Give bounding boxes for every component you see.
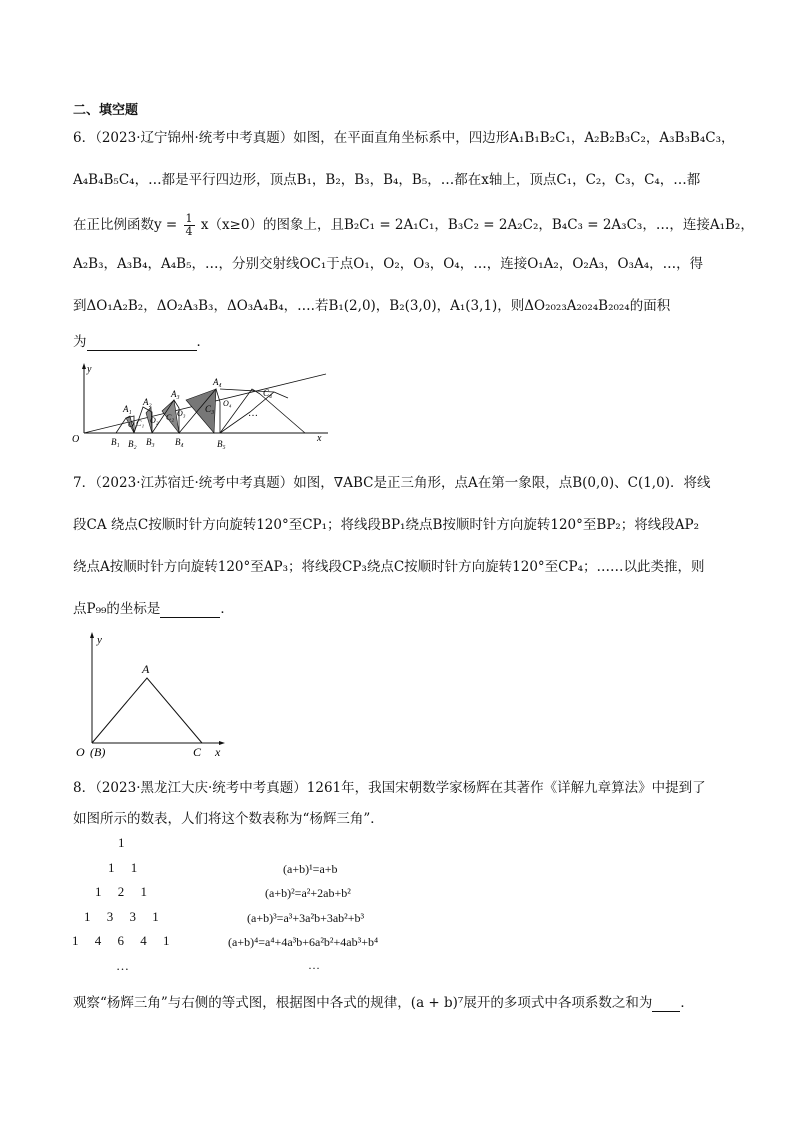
q6-label-B1: B₁ (111, 437, 120, 447)
q6-y-label: y (87, 364, 92, 375)
q6-answer-blank[interactable] (87, 336, 197, 351)
triangle-row-3: 1 2 1 (95, 884, 147, 899)
q7-answer-end: ． (220, 601, 234, 617)
q7-line-4 (73, 600, 234, 618)
q8-answer-prefix: 观察“杨辉三角”与右侧的等式图，根据图中各式的规律，(a + b)⁷展开的多项式中各项系数之和为 (73, 995, 653, 1011)
q6-label-B5: B₅ (217, 439, 226, 449)
q6-label-A2: A₂ (143, 397, 152, 407)
equation-ellipsis: … (308, 958, 320, 972)
q6-label-O4: O₄ (223, 399, 232, 408)
q6-line-2: A₄B₄B₅C₄，…都是平行四边形，顶点B₁，B₂，B₃，B₄，B₅，…都在x轴上，顶点C₁，C₂，C₃，C₄，…都 (73, 172, 701, 188)
q7-line-2: 段CA 绕点C按顺时针方向旋转120°至CP₁；将线段BP₁绕点B按顺时针方向旋转120°至BP₂；将线段AP₂ (73, 517, 700, 533)
q6-line-3 (73, 213, 754, 238)
q6-figure (70, 360, 340, 450)
q6-answer-prefix: 为 (73, 334, 87, 350)
q7-label-O: O (76, 745, 85, 759)
q7-answer-blank[interactable] (160, 603, 220, 618)
q6-label-C1: C₁ (136, 419, 145, 428)
triangle-row-4: 1 3 3 1 (84, 909, 159, 924)
q6-label-O2: O₂ (150, 416, 159, 425)
equation-3: (a+b)³=a³+3a²b+3ab²+b³ (247, 911, 365, 925)
q7-x-label: x (215, 745, 221, 759)
q6-label-C2: C₂ (166, 413, 175, 422)
q8-answer-blank[interactable] (652, 997, 680, 1012)
equation-1: (a+b)¹=a+b (283, 862, 338, 876)
q7-answer-prefix: 点P₉₉的坐标是 (73, 601, 161, 617)
q6-label-B3: B₃ (146, 437, 155, 447)
q6-label-B4: B₄ (175, 437, 184, 447)
triangle-row-1: 1 (118, 835, 125, 850)
q7-y-label: y (97, 634, 102, 646)
q8-answer-end: ． (680, 995, 694, 1011)
q6-x-label: x (317, 433, 322, 444)
q8-line-1: 8．（2023·黑龙江大庆·统考中考真题）1261年，我国宋朝数学家杨辉在其著作《详解九章算法》中提到了 (73, 780, 706, 796)
q6-label-C4: C₄ (263, 388, 273, 398)
section-title: 二、填空题 (73, 103, 139, 118)
q6-line-1: 6．（2023·辽宁锦州·统考中考真题）如图，在平面直角坐标系中，四边形A₁B₁B₂C₁，A₂B₂B₃C₂，A₃B₃B₄C₃， (73, 130, 735, 146)
triangle-row-5: 1 4 6 4 1 (72, 933, 170, 948)
q6-label-O3: O₃ (177, 409, 186, 418)
q6-label-A3: A₃ (171, 389, 180, 399)
q6-label-O1: O₁ (128, 420, 137, 429)
fraction-one-quarter (184, 213, 195, 238)
q7-label-C: C (193, 745, 202, 759)
q6-line-3-after: x（x≥0）的图象上，且B₂C₁ = 2A₁C₁，B₃C₂ = 2A₂C₂，B₄C₃ = 2A₃C₃，…，连接A₁B₂， (200, 217, 754, 233)
q7-label-A: A (142, 662, 150, 676)
q7-line-1: 7．（2023·江苏宿迁·统考中考真题）如图，∇ABC是正三角形，点A在第一象限，点B(0,0)、C(1,0)．将线 (73, 475, 711, 491)
fraction-denominator: 4 (185, 225, 193, 238)
equation-4: (a+b)⁴=a⁴+4a³b+6a²b²+4ab³+b⁴ (228, 935, 379, 949)
q8-line-3 (73, 994, 694, 1012)
q6-answer-end: ． (196, 334, 210, 350)
fraction-numerator: 1 (185, 212, 193, 225)
q6-parallelogram-5-edge (260, 394, 305, 433)
q7-y-arrow (90, 632, 94, 638)
q6-label-A4: A₄ (213, 377, 222, 387)
q6-ellipsis: … (248, 408, 258, 419)
triangle-row-ellipsis: … (116, 958, 129, 973)
q7-figure (72, 628, 232, 763)
equation-2: (a+b)²=a²+2ab+b² (265, 886, 351, 900)
q6-line-5: 到ΔO₁A₂B₂，ΔO₂A₃B₃，ΔO₃A₄B₄，….若B₁(2,0)，B₂(3,0)，A₁(3,1)，则ΔO₂₀₂₃A₂₀₂₄B₂₀₂₄的面积 (73, 298, 671, 314)
q6-origin-label: O (72, 434, 80, 445)
q6-line-4: A₂B₃，A₃B₄，A₄B₅，…，分别交射线OC₁于点O₁，O₂，O₃，O₄，…，连接O₁A₂，O₂A₃，O₃A₄，…，得 (73, 256, 704, 272)
q6-label-B2: B₂ (128, 439, 137, 449)
q7-line-3: 绕点A按顺时针方向旋转120°至AP₃；将线段CP₃绕点C按顺时针方向旋转120°至CP₄；……以此类推，则 (73, 559, 705, 575)
q7-label-B: (B) (90, 745, 106, 759)
q6-label-C3: C₃ (205, 404, 215, 414)
q6-y-arrow (82, 363, 86, 369)
q6-label-A1: A₁ (123, 404, 132, 414)
q7-triangle (92, 678, 202, 743)
q6-line-6 (73, 333, 210, 351)
q6-line-3-before: 在正比例函数y = (73, 217, 178, 233)
q8-line-2: 如图所示的数表，人们将这个数表称为“杨辉三角”． (73, 811, 384, 827)
triangle-row-2: 1 1 (108, 860, 138, 875)
